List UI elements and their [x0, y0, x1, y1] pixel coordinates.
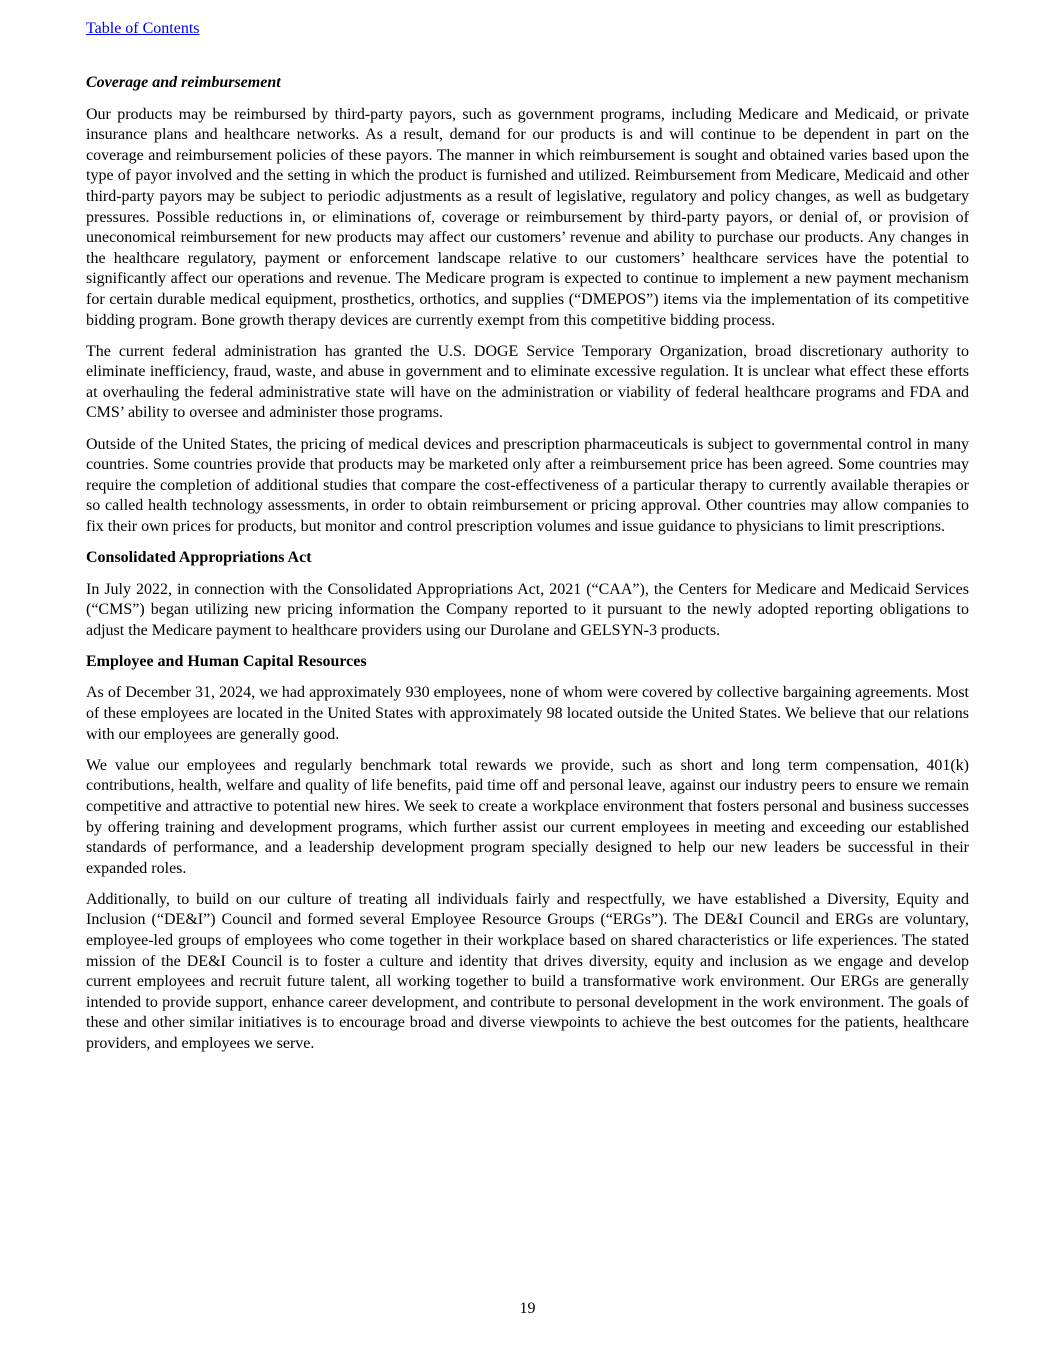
paragraph: Our products may be reimbursed by third-party payors, such as government programs, including Medicare and Medicaid, or private insurance plans and healthcare networks. As a result, demand for our products is and will continue to be dependent in part on the coverage and reimbursement policies of these payors. The manner in which reimbursement is sought and obtained varies based upon the type of payor involved and the setting in which the product is furnished and utilized. Reimbursement from Medicare, Medicaid and other third-party payors may be subject to periodic adjustments as a result of legislative, regulatory and policy changes, as well as budgetary pressures. Possible reductions in, or eliminations of, coverage or reimbursement by third-party payors, or denial of, or provision of uneconomical reimbursement for new products may affect our customers’ revenue and ability to purchase our products. Any changes in the healthcare regulatory, payment or enforcement landscape relative to our customers’ healthcare services have the potential to significantly affect our operations and revenue. The Medicare program is expected to continue to implement a new payment mechanism for certain durable medical equipment, prosthetics, orthotics, and supplies (“DMEPOS”) items via the implementation of its competitive bidding program. Bone growth therapy devices are currently exempt from this competitive bidding process.	[86, 105, 969, 329]
paragraph: In July 2022, in connection with the Consolidated Appropriations Act, 2021 (“CAA”), the Centers for Medicare and Medicaid Services (“CMS”) began utilizing new pricing information the Company reported to it pursuant to the newly adopted reporting obligations to adjust the Medicare payment to healthcare providers using our Durolane and GELSYN-3 products.	[86, 580, 969, 639]
paragraph: Outside of the United States, the pricing of medical devices and prescription pharmaceuticals is subject to governmental control in many countries. Some countries provide that products may be marketed only after a reimbursement price has been agreed. Some countries may require the completion of additional studies that compare the cost-effectiveness of a particular therapy to currently available therapies or so called health technology assessments, in order to obtain reimbursement or pricing approval. Other countries may allow companies to fix their own prices for products, but monitor and control prescription volumes and issue guidance to physicians to limit prescriptions.	[86, 435, 969, 535]
page-number: 19	[519, 1300, 536, 1317]
section-heading-caa: Consolidated Appropriations Act	[86, 548, 312, 566]
section-heading-coverage: Coverage and reimbursement	[86, 74, 281, 91]
paragraph: We value our employees and regularly benchmark total rewards we provide, such as short and long term compensation, 401(k) contributions, health, welfare and quality of life benefits, paid time off and personal leave, against our industry peers to ensure we remain competitive and attractive to potential new hires. We seek to create a workplace environment that fosters personal and business successes by offering training and development programs, which further assist our current employees in meeting and exceeding our established standards of performance, and a leadership development program specially designed to help our new leaders be successful in their expanded roles.	[86, 756, 969, 877]
section-heading-human-capital: Employee and Human Capital Resources	[86, 652, 367, 670]
paragraph: As of December 31, 2024, we had approximately 930 employees, none of whom were covered by collective bargaining agreements. Most of these employees are located in the United States with approximately 98 located outside the United States. We believe that our relations with our employees are generally good.	[86, 684, 969, 743]
document-body	[86, 73, 969, 1065]
paragraph: The current federal administration has granted the U.S. DOGE Service Temporary Organization, broad discretionary authority to eliminate inefficiency, fraud, waste, and abuse in government and to eliminate excessive regulation. It is unclear what effect these efforts at overhauling the federal administrative state will have on the administration or viability of federal healthcare programs and FDA and CMS’ ability to oversee and administer those programs.	[86, 342, 969, 422]
paragraph: Additionally, to build on our culture of treating all individuals fairly and respectfully, we have established a Diversity, Equity and Inclusion (“DE&I”) Council and formed several Employee Resource Groups (“ERGs”). The DE&I Council and ERGs are voluntary, employee-led groups of employees who come together in their workplace based on shared characteristics or life experiences. The stated mission of the DE&I Council is to foster a culture and identity that drives diversity, equity and inclusion as we engage and develop current employees and recruit future talent, all working together to build a transformative work environment. Our ERGs are generally intended to provide support, enhance career development, and contribute to personal development in the work environment. The goals of these and other similar initiatives is to encourage broad and diverse viewpoints to achieve the best outcomes for the patients, healthcare providers, and employees we serve.	[86, 890, 969, 1052]
table-of-contents-link[interactable]: Table of Contents	[86, 20, 200, 37]
